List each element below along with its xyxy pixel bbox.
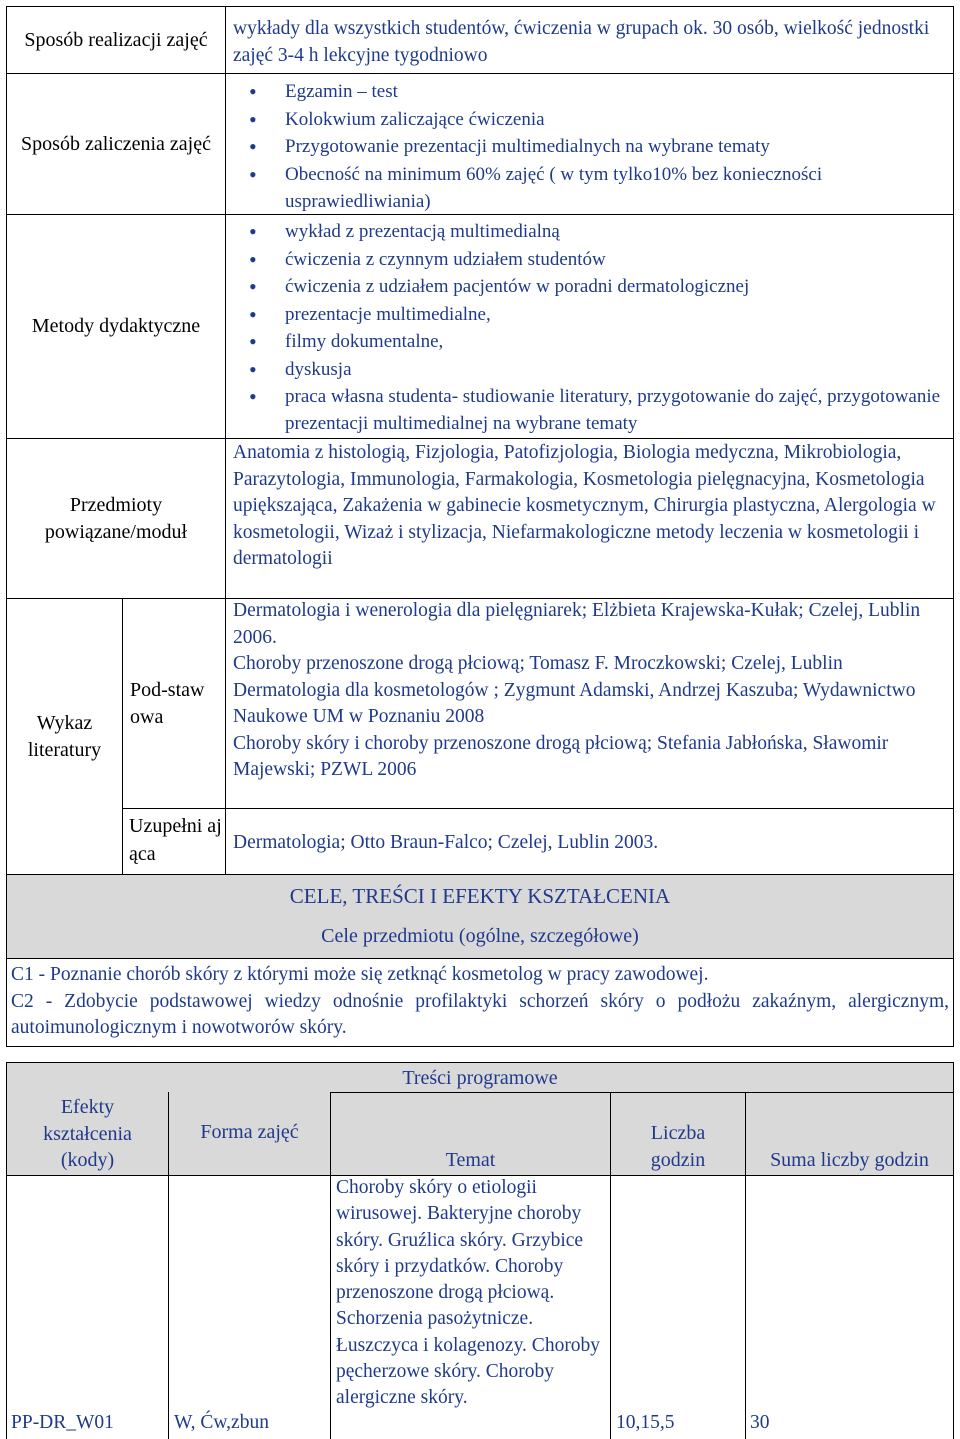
table-cell-suma: 30 <box>750 1412 770 1433</box>
list-item: • filmy dokumentalne, <box>235 328 947 356</box>
section-title: CELE, TREŚCI I EFEKTY KSZTAŁCENIA <box>289 884 671 908</box>
list-item: • ćwiczenia z udziałem pacjentów w poradni dermatologicznej <box>235 273 947 301</box>
list-item: Dermatologia dla kosmetologów ; Zygmunt Adamski, Andrzej Kaszuba; Wydawnictwo Naukowe UM w Poznaniu 2008 <box>233 679 916 727</box>
list-literatura-podstawowa <box>233 598 949 784</box>
col-suma: Suma liczby godzin <box>770 1149 929 1171</box>
value-sposob-realizacji: wykłady dla wszystkich studentów, ćwiczenia w grupach ok. 30 osób, wielkość jednostki zajęć 3-4 h lekcyjne tygodniowo <box>233 18 930 66</box>
list-item: Choroby skóry i choroby przenoszone drogą płciową; Stefania Jabłońska, Sławomir Majewski; PZWL 2006 <box>233 732 889 780</box>
label-sposob-realizacji: Sposób realizacji zajęć <box>24 28 208 51</box>
list-item: C2 - Zdobycie podstawowej wiedzy odnośnie profilaktyki schorzeń skóry o podłożu zakaźnym, alergicznym, autoimunologicznym i nowotworów skóry. <box>11 990 949 1038</box>
section-subtitle: Cele przedmiotu (ogólne, szczegółowe) <box>321 925 639 947</box>
table-cell-forma: W, Ćw,zbun <box>174 1412 269 1433</box>
label-podstawowa: Pod-stawowa <box>130 678 205 728</box>
list-sposob-zaliczenia <box>235 78 947 216</box>
label-sposob-zaliczenia: Sposób zaliczenia zajęć <box>21 132 211 155</box>
value-literatura-uzupelniajaca: Dermatologia; Otto Braun-Falco; Czelej, Lublin 2003. <box>233 832 659 853</box>
table-cell-kod: PP-DR_W01 <box>11 1412 114 1433</box>
list-item: • Kolokwium zaliczające ćwiczenia <box>235 106 947 134</box>
table-cell-temat: Choroby skóry o etiologii wirusowej. Bakteryjne choroby skóry. Gruźlica skóry. Grzybice skóry i przydatków. Choroby przenoszone drogą płciową. Schorzenia pasożytnicze. Łuszczyca i kolagenozy. Choroby pęcherzowe skóry. Choroby alergiczne skóry. <box>336 1177 601 1409</box>
label-wykaz-literatury: Wykaz literatury <box>27 712 102 761</box>
col-forma: Forma zajęć <box>200 1121 299 1143</box>
list-item: • ćwiczenia z czynnym udziałem studentów <box>235 246 947 274</box>
list-item: Dermatologia i wenerologia dla pielęgniarek; Elżbieta Krajewska-Kułak; Czelej, Lublin 2006. <box>233 600 921 648</box>
list-item: • praca własna studenta- studiowanie literatury, przygotowanie do zajęć, przygotowanie prezentacji multimedialnej na wybrane tematy <box>235 383 947 437</box>
list-item: • Obecność na minimum 60% zajęć ( w tym tylko10% bez konieczności usprawiedliwiania) <box>235 161 947 216</box>
label-przedmioty: Przedmioty powiązane/moduł <box>44 494 188 543</box>
list-item: • wykład z prezentacją multimedialną <box>235 218 947 246</box>
list-item: • dyskusja <box>235 356 947 384</box>
col-liczba: Liczba godzin <box>650 1122 706 1171</box>
list-item: Choroby przenoszone drogą płciową; Tomasz F. Mroczkowski; Czelej, Lublin <box>233 653 843 674</box>
col-efekty: Efekty kształcenia (kody) <box>43 1096 132 1172</box>
label-uzupelniajaca: Uzupełni ająca <box>129 815 222 865</box>
list-item: • prezentacje multimedialne, <box>235 301 947 329</box>
col-temat: Temat <box>445 1149 496 1171</box>
value-przedmioty: Anatomia z histologią, Fizjologia, Patofizjologia, Biologia medyczna, Mikrobiologia, Parazytologia, Immunologia, Farmakologia, Kosmetologia pielęgnacyjna, Kosmetologia upiększająca, Zakażenia w gabinecie kosmetycznym, Chirurgia plastyczna, Alergologia w kosmetologii, Wizaż i stylizacja, Niefarmakologiczne metody leczenia w kosmetologii i dermatologii <box>233 442 936 570</box>
cele-list <box>11 962 949 1042</box>
list-item: • Egzamin – test <box>235 78 947 106</box>
list-metody <box>235 218 947 437</box>
table-cell-liczba: 10,15,5 <box>616 1412 675 1433</box>
list-item: • Przygotowanie prezentacji multimedialnych na wybrane tematy <box>235 133 947 161</box>
list-item: C1 - Poznanie chorób skóry z którymi może się zetknąć kosmetolog w pracy zawodowej. <box>11 964 709 985</box>
label-metody: Metody dydaktyczne <box>31 315 201 338</box>
tresci-header: Treści programowe <box>402 1067 558 1089</box>
